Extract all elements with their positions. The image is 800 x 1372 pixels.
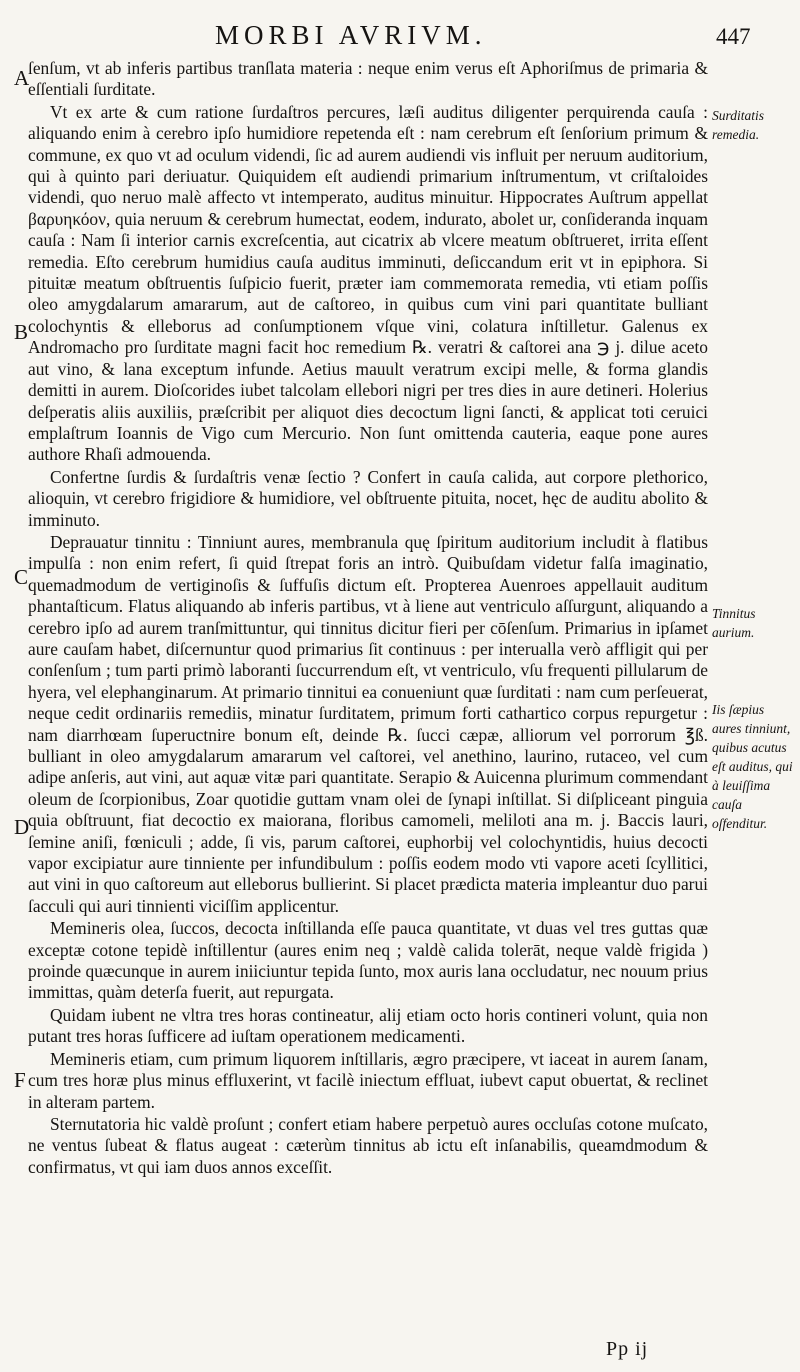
sidenote-tinnitus-aurium: Tinnitus aurium. xyxy=(712,606,756,640)
running-title: MORBI AVRIVM. xyxy=(215,20,487,50)
paragraph: Vt ex arte & cum ratione ſurdaſtros percures, læſi auditus diligenter perquirenda cauſa : aliquando enim à cerebro ipſo humidiore repetenda eſt : nam cerebrum eſt ſenſorium primum & commune, ex quo vt ad oculum videndi, ſic ad aurem audiendi vis influit per neruum auditorium, qui à quinto pari deriuatur. Quiquidem eſt audiendi primarium inſtrumentum, vt criſtaloides videndi, quo neruo malè affecto vt intemperato, auditus minuitur. Hippocrates Auſtrum appellat βαρυηκόον, quia neruum & cerebrum humectat, eodem, indurato, abolet ur, conſideranda inquam cauſa : Nam ſi interior carnis excreſcentia, aut cicatrix ab vlcere meatum obſtrueret, irrita eſſent remedia. Eſto cerebrum humidius cauſa auditus imminuti, deſiccandum erit vt in epiphora. Si pituitæ meatum obſtruentis ſuſpicio fuerit, præter iam commemorata remedia, vti etiam poſſis oleo amygdalarum amararum, aut de caſtoreo, in quibus cum vini pari quantitate bulliant colochyntis & elleborus ad conſumptionem vſque vini, colatura inſtilletur. Galenus ex Andromacho pro ſurditate magni facit hoc remedium ℞. veratri & caſtorei ana ℈ j. dilue aceto aut vino, & lana exceptum infunde. Aetius mauult veratrum excipi melle, & forma glandis demitti in aurem. Dioſcorides iubet talcolam ellebori nigri per tres dies in aure detineri. Holerius deſperatis aliis auxiliis, præſcribit per aliquot dies decoctum ligni ſancti, & applicat toti ceruici emplaſtrum Ioannis de Vigo cum Mercurio. Non ſunt omittenda cauteria, eaque pone aures authore Rhaſi admouenda. xyxy=(28,101,708,465)
section-letter-c: C xyxy=(14,565,29,589)
paragraph: Sternutatoria hic valdè proſunt ; confert etiam habere perpetuò aures occluſas cotone muſcato, ne ventus ſubeat & flatus augeat : cæterùm tinnitus ab ictu eſt inſanabilis, queamdmodum & confirmatus, vt qui iam duos annos exceſſit. xyxy=(28,1113,708,1177)
paragraph: Quidam iubent ne vltra tres horas contineatur, alij etiam octo horis contineri volunt, quia non putant tres horas ſufficere ad iuſtam operationem medicamenti. xyxy=(28,1004,708,1047)
main-text xyxy=(28,58,708,1179)
page-number: 447 xyxy=(716,24,751,49)
sidenote-surditatis-remedia: Surditatis remedia. xyxy=(712,108,765,142)
paragraph: Deprauatur tinnitu : Tinniunt aures, membranula quę ſpiritum auditorium includit à flatibus impulſa : non enim refert, ſi quid ſtrepat foris an intrò. Quibuſdam videtur falſa imaginatio, quemadmodum de vertiginoſis & ſuffuſis dictum eſt. Propterea Auenroes appellauit auditum phantaſticum. Flatus aliquando ab inferis partibus, vt à liene aut ventriculo aſſurgunt, aliquando a cerebro ipſo ad aurem tranſmittuntur, qui tinnitus dicitur fieri per cōſenſum. Primarius in ipſamet aure cauſam habet, diſcernuntur quod primarius ſit continuus : per interualla verò affligit qui per conſenſum ; tum parti primò laboranti ſuccurrendum eſt, vt ventriculo, vſu frequenti pillularum de hyera, vel elephanginarum. At primario tinnitui ea conueniunt quæ ſurditati : nam cum perſeuerat, neque cedit ordinariis remediis, minatur ſurditatem, primum forti cathartico corpus repurgetur : nam diarrhœam ſupeructnire bonum eſt, deinde ℞. ſucci cæpæ, alliorum vel porrorum ℥ß. bulliant in oleo amygdalarum amararum vel caſtorei, vel anethino, laurino, rutaceo, vel cum adipe anſeris, aut vini, aut aquæ vitæ pari quantitate. Serapio & Auicenna plurimum commendant oleum de ſcorpionibus, Zoar quotidie guttam vnam olei de ſynapi inſtillat. Si diſpliceant pinguia quia obſtruunt, fiat decoctio ex maiorana, floribus camomeli, meliloti ana m. j. Baccis lauri, ſemine aniſi, fœniculi ; adde, ſi vis, parum caſtorei, euphorbij vel colochyntidis, huius decocti vapor excipiatur aure tinniente per infundibulum : poſſis eodem modo vti vapore aceti ſcyllitici, aut vini in quo caſtoreum aut elleborus bullierint. Si placet prædicta materia impleantur duo parui ſacculi qui auri tinnienti viciſſim applicentur. xyxy=(28,531,708,916)
page-header xyxy=(0,14,800,54)
paragraph: ſenſum, vt ab inferis partibus tranſlata materia : neque enim verus eſt Aphoriſmus de primaria & eſſentiali ſurditate. xyxy=(28,58,708,100)
section-letter-d: D xyxy=(14,815,30,839)
paragraph: Memineris olea, ſuccos, decocta inſtillanda eſſe pauca quantitate, vt duas vel tres guttas quæ exceptæ cotone tepidè inſtillentur (aures enim neq ; valdè calida tolerāt, neque valdè frigida ) proinde quæcunque in aurem iniiciuntur tepida ſunto, mox auris lana occludatur, nec nouum prius immittas, quàm deterſa fuerit, aut repurgata. xyxy=(28,918,708,1003)
section-letter-a: A xyxy=(14,66,30,90)
section-letter-b: B xyxy=(14,320,29,344)
section-letter-f: F xyxy=(14,1068,26,1092)
paragraph: Confertne ſurdis & ſurdaſtris venæ ſectio ? Confert in cauſa calida, aut corpore plethorico, alioquin, vt cerebro frigidiore & humidiore, vel obſtruente pituita, nocet, hęc de auditu abolito & imminuto. xyxy=(28,466,708,530)
paragraph: Memineris etiam, cum primum liquorem inſtillaris, ægro præcipere, vt iaceat in aurem ſanam, cum tres horæ plus minus effluxerint, vt facilè iniectum effluat, iubevt caput obuertat, & reclinet in alteram partem. xyxy=(28,1048,708,1112)
sidenote-acutus-auditus: Iis ſæpius aures tinniunt, quibus acutus eſt auditus, qui à leuiſſima cauſa oſfenditur. xyxy=(712,702,793,831)
signature-mark: Pp ij xyxy=(606,1338,649,1360)
